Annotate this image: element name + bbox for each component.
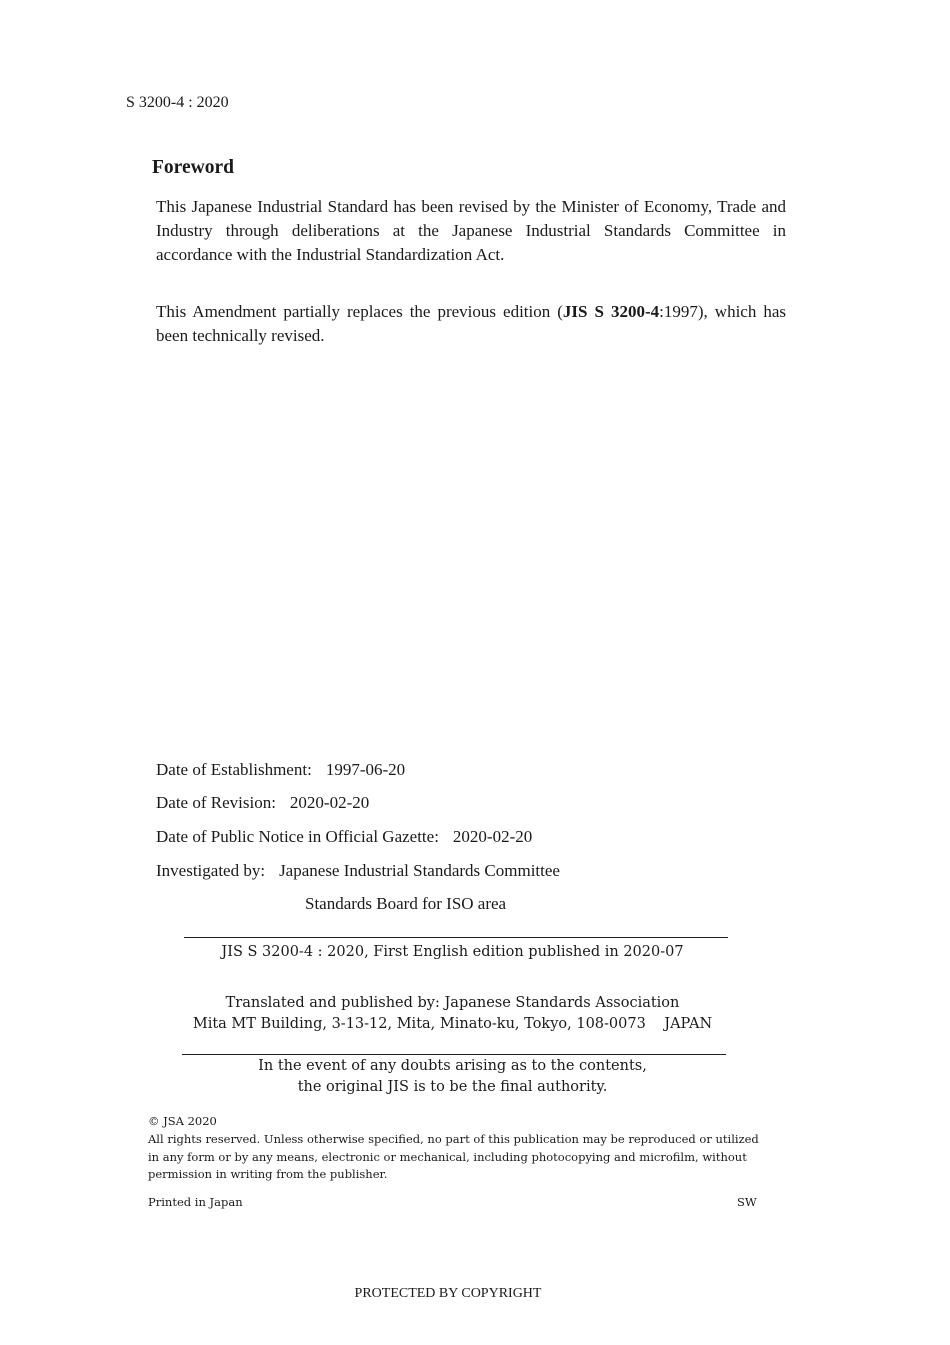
investigated-value-committee: Japanese Industrial Standards Committee <box>279 861 560 880</box>
establishment-value: 1997-06-20 <box>325 760 406 779</box>
foreword-paragraph-1: This Japanese Industrial Standard has been revised by the Minister of Economy, Trade and Industry through deliberations at the Japanese Industrial Standards Committee in accordance with the Industrial Standardization Act. <box>156 197 786 264</box>
edition-line: JIS S 3200-4 : 2020, First English edition published in 2020-07 <box>221 944 684 960</box>
establishment-label: Date of Establishment: <box>156 760 312 779</box>
investigated-by-row <box>156 861 560 881</box>
printed-in-japan: Printed in Japan <box>148 1195 243 1209</box>
rights-line-2: in any form or by any means, electronic or mechanical, including photocopying and microfilm, without <box>148 1150 747 1164</box>
standard-reference: JIS S 3200-4 <box>562 302 660 321</box>
paragraph-2-text-end: :1997), which has been technically revised. <box>156 302 787 345</box>
protected-by-copyright-footer: PROTECTED BY COPYRIGHT <box>354 1286 542 1301</box>
foreword-heading: Foreword <box>152 157 234 178</box>
publisher-line: Translated and published by: Japanese Standards Association <box>225 995 680 1011</box>
investigated-value-board: Standards Board for ISO area <box>305 894 507 913</box>
divider-top <box>184 937 728 938</box>
public-notice-date-row <box>156 827 532 847</box>
public-notice-label: Date of Public Notice in Official Gazette: <box>156 827 439 846</box>
establishment-date-row <box>156 760 405 780</box>
authority-line-2: the original JIS is to be the final authority. <box>297 1079 608 1095</box>
printer-code: SW <box>737 1195 757 1209</box>
address-line: Mita MT Building, 3-13-12, Mita, Minato-ku, Tokyo, 108-0073 JAPAN <box>192 1016 713 1032</box>
revision-label: Date of Revision: <box>156 793 276 812</box>
foreword-paragraph-2 <box>156 300 786 348</box>
divider-bottom <box>182 1054 726 1055</box>
revision-date-row <box>156 793 369 813</box>
investigated-label: Investigated by: <box>156 861 266 880</box>
copyright-notice: © JSA 2020 <box>148 1114 217 1128</box>
document-code: S 3200-4 : 2020 <box>126 94 229 111</box>
rights-line-1: All rights reserved. Unless otherwise specified, no part of this publication may be reproduced or utilized <box>148 1132 759 1146</box>
rights-line-3: permission in writing from the publisher. <box>148 1167 388 1181</box>
paragraph-2-text-start: This Amendment partially replaces the previous edition ( <box>156 302 563 321</box>
revision-value: 2020-02-20 <box>289 793 370 812</box>
authority-line-1: In the event of any doubts arising as to the contents, <box>258 1058 647 1074</box>
public-notice-value: 2020-02-20 <box>452 827 533 846</box>
